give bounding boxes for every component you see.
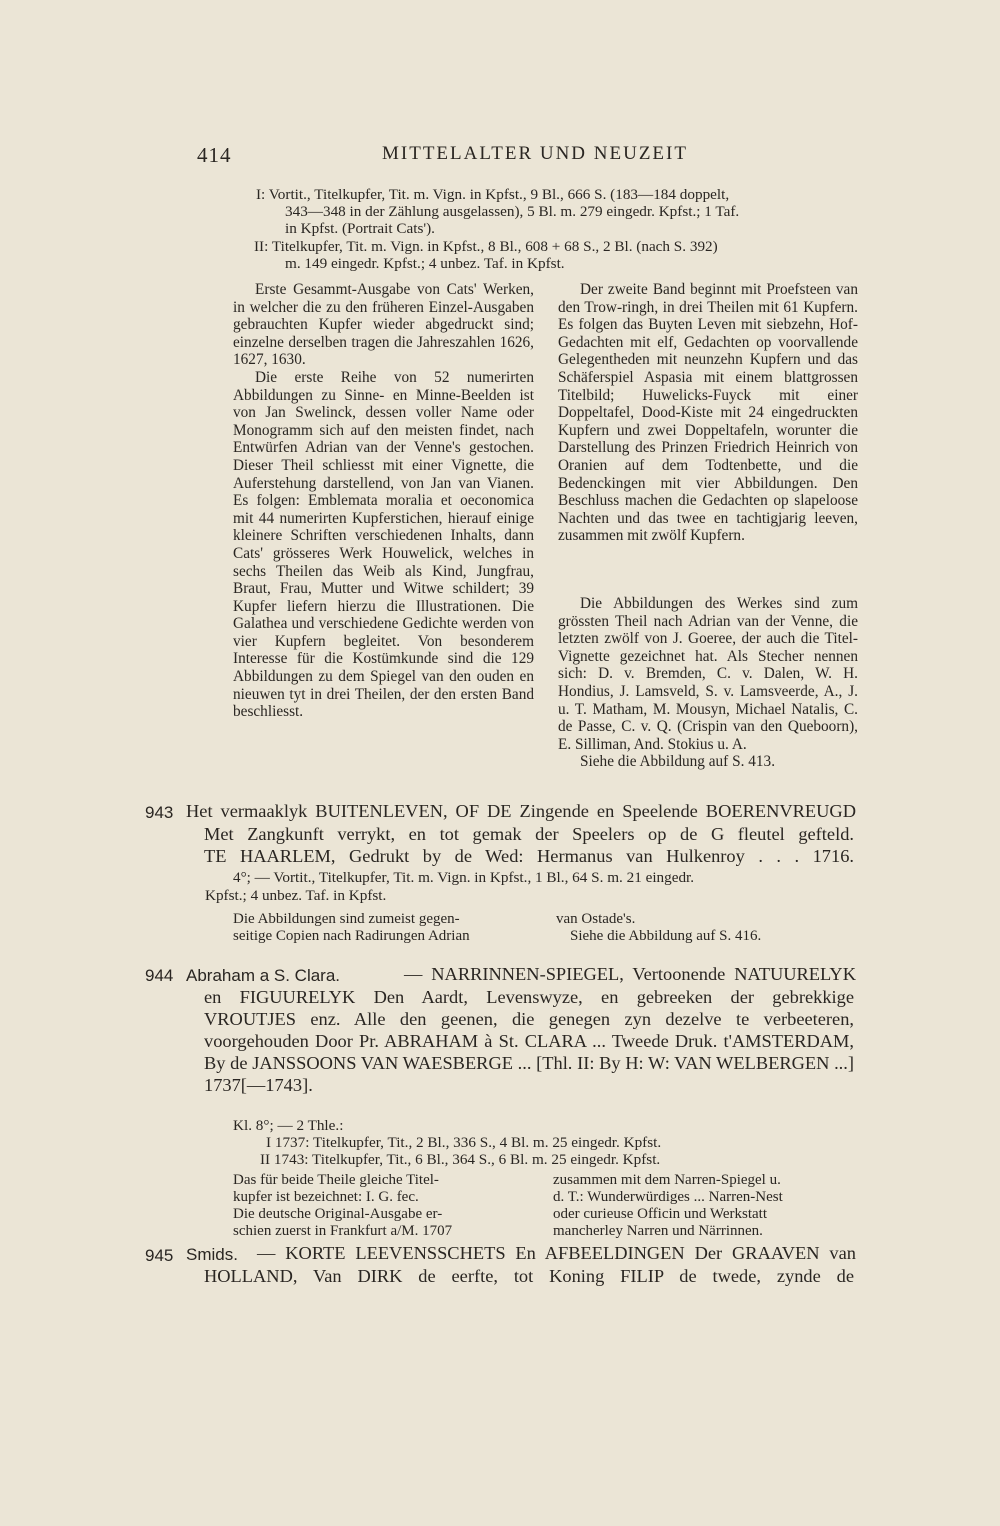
entry-title [404,963,856,985]
note-line: mancherley Narren und Närrinnen. [553,1223,763,1239]
title-line: 1737[—1743]. [204,1075,313,1095]
note-paragraph: Der zweite Band beginnt mit Proefsteen van den Trow-ringh, in drei Theilen mit 61 Kupfern. Es folgen das Buyten Leven mit siebzehn, Hof-Gedachten mit elf, Gedachten op voorvallende Gelegentheden mit neunzehn Kupfern und das Schäferspiel Aspasia mit einem blattgrossen Titelbild; Huwelicks-Fuyck mit einer Doppeltafel, Dood-Kiste mit 24 eingedruckten Kupfern und zwei Doppeltafeln, worunter die Darstellung des Prinzen Friedrich Heinrich von Oranien auf dem Todtenbette, und die Bedenckingen mit vier Abbildungen. Den Beschluss machen die Gedachten op slapeloose Nachten und das twee en tachtigjarig leeven, zusammen mit zwölf Kupfern. [558,281,858,545]
note-right [553,1172,853,1240]
format-line: Kl. 8°; — 2 Thle.: [233,1117,344,1134]
note-paragraph: Siehe die Abbildung auf S. 413. [580,753,776,771]
entry-number: 945 [145,1246,174,1265]
collation-line: in Kpfst. (Portrait Cats'). [285,220,435,237]
page-header [197,143,847,173]
note-column-right-cont [558,595,858,771]
title-line: — NARRINNEN-SPIEGEL, Vertoonende NATUURELYK [404,964,856,984]
note-line: van Ostade's. [556,911,636,927]
collation-line: m. 149 eingedr. Kpfst.; 4 unbez. Taf. in Kpfst. [285,255,565,272]
collation-line: II: Titelkupfer, Tit. m. Vign. in Kpfst., 8 Bl., 608 + 68 S., 2 Bl. (nach S. 392) [254,238,718,255]
entry-title [186,800,856,822]
note-left [233,1172,533,1240]
note-line: oder curieuse Officin und Werkstatt [553,1206,768,1222]
volume-line: I 1737: Titelkupfer, Tit., 2 Bl., 336 S., 4 Bl. m. 25 eingedr. Kpfst. [266,1134,662,1151]
title-line: voorgehouden Door Pr. ABRAHAM à St. CLARA ... Tweede Druk. t'AMSTERDAM, [204,1031,854,1051]
collation-line: Kpfst.; 4 unbez. Taf. in Kpfst. [205,887,387,904]
title-line: By de JANSSOONS VAN WAESBERGE ... [Thl. II: By H: W: VAN WELBERGEN ...] [204,1053,854,1073]
note-line: kupfer ist bezeichnet: I. G. fec. [233,1189,419,1205]
note-line: Siehe die Abbildung auf S. 416. [570,928,762,944]
note-line: schien zuerst in Frankfurt a/M. 1707 [233,1223,453,1239]
entry-title [257,1242,856,1264]
note-line: d. T.: Wunderwürdiges ... Narren-Nest [553,1189,783,1205]
title-line: Met Zangkunft verrykt, en tot gemak der Speelers op de G fleutel gefteld. [204,824,854,844]
collation-line: 343—348 in der Zählung ausgelassen), 5 Bl. m. 279 eingedr. Kpfst.; 1 Taf. [285,203,740,220]
title-line: en FIGUURELYK Den Aardt, Levenswyze, en gebreeken der gebrekkige [204,987,854,1007]
title-line: — KORTE LEEVENSSCHETS En AFBEELDINGEN Der GRAAVEN van [257,1243,856,1263]
title-line: HOLLAND, Van DIRK de eerfte, tot Koning FILIP de twede, zynde de [204,1266,854,1286]
note-right [556,911,856,945]
collation-line: I: Vortit., Titelkupfer, Tit. m. Vign. in Kpfst., 9 Bl., 666 S. (183—184 doppelt, [256,186,730,203]
title-line: VROUTJES enz. Alle den geenen, die genegen zyn dezelve te verbeeteren, [204,1009,854,1029]
entry-author: Smids. [186,1245,238,1264]
note-line: Das für beide Theile gleiche Titel- [233,1172,439,1188]
title-line: TE HAARLEM, Gedrukt by de Wed: Hermanus van Hulkenroy . . . 1716. [204,846,854,866]
note-paragraph: Erste Gesammt-Ausgabe von Cats' Werken, in welcher die zu den früheren Einzel-Ausgaben gebrauchten Kupfer wieder abgedruckt sind; einzelne derselben tragen die Jahreszahlen 1626, 1627, 1630. [233,281,534,369]
collation-line: 4°; — Vortit., Titelkupfer, Tit. m. Vign. in Kpfst., 1 Bl., 64 S. m. 21 eingedr. [233,869,695,886]
note-line: Die deutsche Original-Ausgabe er- [233,1206,443,1222]
entry-title-cont [204,986,854,1096]
entry-title-cont [204,1265,854,1287]
note-left [233,911,533,945]
volume-line: II 1743: Titelkupfer, Tit., 6 Bl., 364 S., 6 Bl. m. 25 eingedr. Kpfst. [260,1151,661,1168]
page-number: 414 [197,143,232,167]
entry-author: Abraham a S. Clara. [186,966,341,985]
title-line: Het vermaaklyk BUITENLEVEN, OF DE Zingende en Speelende BOERENVREUGD [186,801,856,821]
entry-number: 943 [145,803,174,822]
note-column-right [558,281,858,545]
note-column-left [233,281,534,721]
note-paragraph: Die erste Reihe von 52 numerirten Abbildungen zu Sinne- en Minne-Beelden ist von Jan Swelinck, dessen voller Name oder Monogramm sich auf den meisten findet, nach Entwürfen Adrian van der Venne's gestochen. Dieser Theil schliesst mit einer Vignette, die Auferstehung darstellend, von Jan van Vianen. Es folgen: Emblemata moralia et oeconomica mit 44 numerirten Kupferstichen, hierauf einige kleinere Schriften verschiedenen Inhalts, dann Cats' grösseres Werk Houwelick, welches in sechs Theilen das Weib als Kind, Jungfrau, Braut, Frau, Mutter und Witwe schildert; 39 Kupfer liefern hierzu die Illustrationen. Die Galathea und verschiedene Gedichte werden von vier Kupfern begleitet. Von besonderem Interesse für die Kostümkunde sind die 129 Abbildungen zu dem Spiegel van den ouden en nieuwen tyt in drei Theilen, der den ersten Band beschliesst. [233,368,534,721]
note-line: zusammen mit dem Narren-Spiegel u. [553,1172,781,1188]
note-line: seitige Copien nach Radirungen Adrian [233,928,470,944]
note-line: Die Abbildungen sind zumeist gegen- [233,911,460,927]
entry-title-cont [204,823,854,867]
note-paragraph: Die Abbildungen des Werkes sind zum grössten Theil nach Adrian van der Venne, die letzten zwölf von J. Goeree, der auch die Titel-Vignette gezeichnet hat. Als Stecher nennen sich: D. v. Bremden, C. v. Dalen, W. H. Hondius, J. Lamsveld, S. v. Lamsveerde, A., J. u. T. Matham, M. Mousyn, Michael Natalis, C. de Passe, C. v. Q. (Crispin van den Queboorn), E. Silliman, And. Stokius u. A. [558,595,858,753]
running-title: MITTELALTER UND NEUZEIT [382,143,688,164]
entry-number: 944 [145,966,174,985]
